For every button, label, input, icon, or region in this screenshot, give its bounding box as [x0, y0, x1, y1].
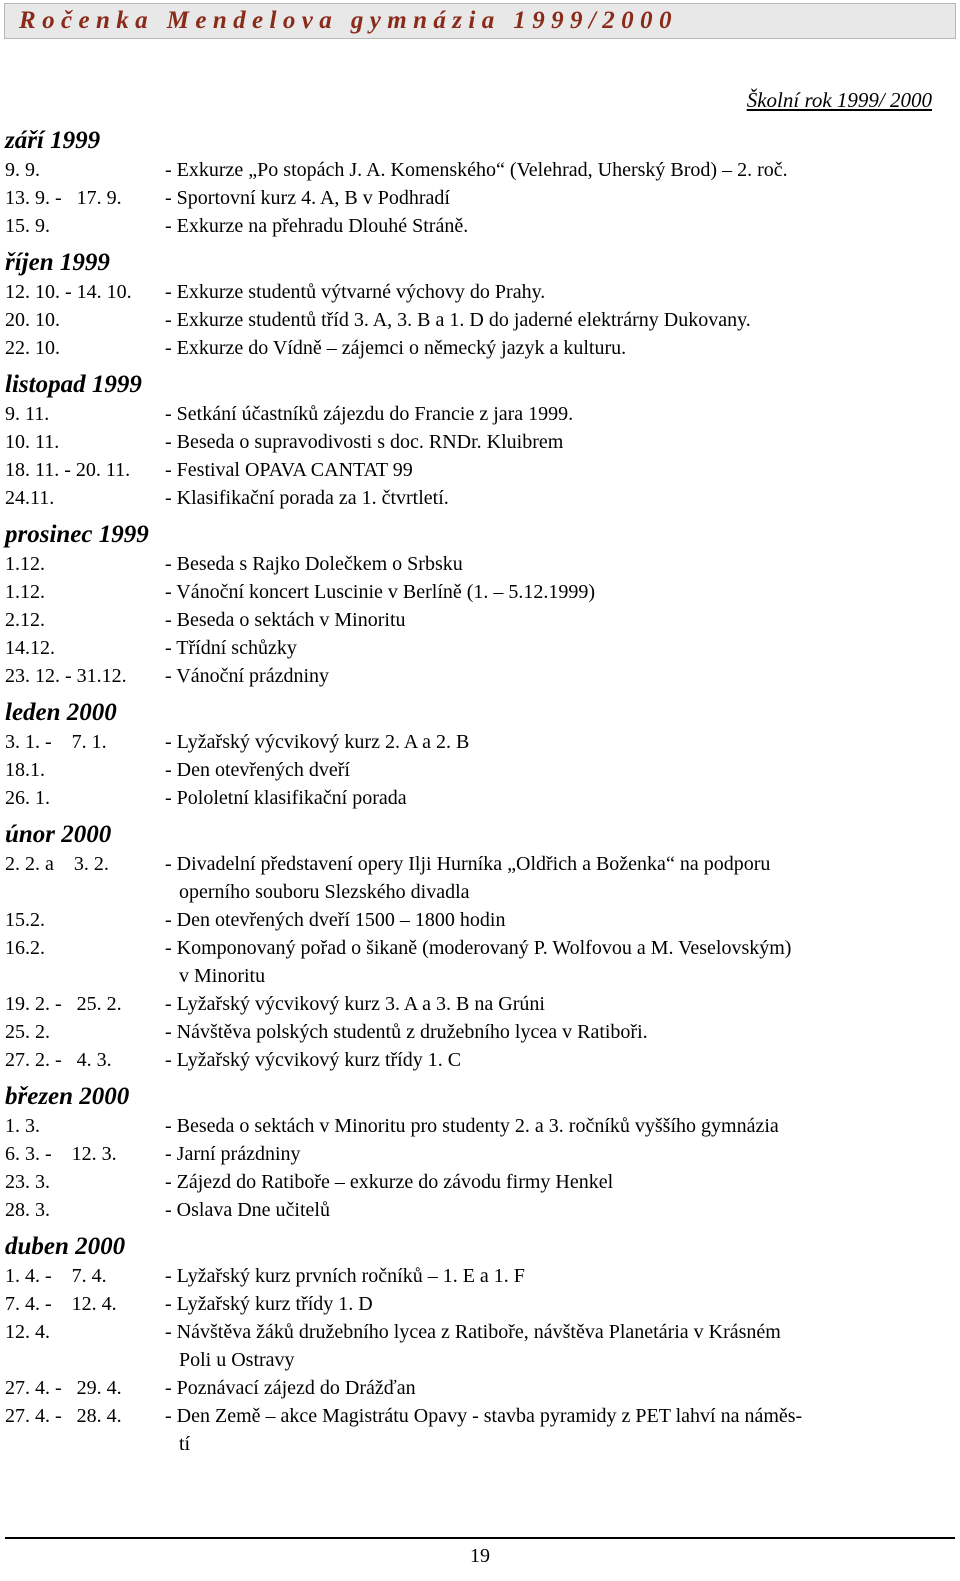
event-description-continuation: Poli u Ostravy [179, 1349, 295, 1371]
event-date: 18.1. [5, 759, 45, 781]
event-entry [5, 1018, 950, 1046]
event-entry [5, 906, 950, 934]
event-entry [5, 1262, 950, 1290]
event-entry [5, 1168, 950, 1196]
event-description [165, 1290, 950, 1318]
event-description [165, 1402, 950, 1458]
event-date: 7. 4. - 12. 4. [5, 1293, 117, 1315]
event-description [165, 184, 950, 212]
event-description-line: - Beseda o sektách v Minoritu pro studenty 2. a 3. ročníků vyššího gymnázia [165, 1115, 779, 1137]
event-date: 9. 11. [5, 403, 50, 425]
month-heading: listopad 1999 [5, 371, 142, 398]
event-date: 3. 1. - 7. 1. [5, 731, 107, 753]
event-description [165, 334, 950, 362]
event-entry [5, 728, 950, 756]
event-entry [5, 484, 950, 512]
event-description-line: - Den otevřených dveří [165, 759, 350, 781]
event-description [165, 1168, 950, 1196]
event-description [165, 606, 950, 634]
event-entry [5, 456, 950, 484]
event-description [165, 662, 950, 690]
event-date: 9. 9. [5, 159, 40, 181]
event-description [165, 156, 950, 184]
event-description-line: - Exkurze studentů tříd 3. A, 3. B a 1. D do jaderné elektrárny Dukovany. [165, 309, 751, 331]
event-date: 13. 9. - 17. 9. [5, 187, 122, 209]
event-description [165, 990, 950, 1018]
event-entry [5, 578, 950, 606]
event-date: 27. 4. - 29. 4. [5, 1377, 122, 1399]
event-description [165, 578, 950, 606]
event-entry [5, 428, 950, 456]
event-entry [5, 212, 950, 240]
event-date: 6. 3. - 12. 3. [5, 1143, 117, 1165]
footer-divider [5, 1537, 955, 1539]
event-description [165, 1196, 950, 1224]
month-heading: prosinec 1999 [5, 521, 149, 548]
event-date: 1.12. [5, 581, 45, 603]
event-date: 27. 2. - 4. 3. [5, 1049, 112, 1071]
event-calendar [5, 126, 950, 1458]
event-entry [5, 400, 950, 428]
event-description-line: - Lyžařský kurz prvních ročníků – 1. E a 1. F [165, 1265, 525, 1287]
event-description-line: - Návštěva polských studentů z družebního lycea v Ratiboři. [165, 1021, 648, 1043]
event-description [165, 550, 950, 578]
month-heading: únor 2000 [5, 821, 112, 848]
event-description-line: - Vánoční prázdniny [165, 665, 330, 687]
event-entry [5, 1318, 950, 1374]
event-entry [5, 606, 950, 634]
event-entry [5, 1290, 950, 1318]
school-year-title: Školní rok 1999/ 2000 [746, 88, 932, 112]
event-date: 16.2. [5, 937, 45, 959]
event-entry [5, 1046, 950, 1074]
event-description [165, 756, 950, 784]
event-entry [5, 156, 950, 184]
event-date: 1.12. [5, 553, 45, 575]
page-header [4, 3, 956, 39]
event-description-line: - Jarní prázdniny [165, 1143, 301, 1165]
event-description-line: - Návštěva žáků družebního lycea z Ratiboře, návštěva Planetária v Krásném [165, 1321, 781, 1343]
event-date: 14.12. [5, 637, 55, 659]
event-description-line: - Exkurze studentů výtvarné výchovy do Prahy. [165, 281, 546, 303]
event-description [165, 212, 950, 240]
event-description [165, 1112, 950, 1140]
event-entry [5, 1112, 950, 1140]
event-date: 26. 1. [5, 787, 50, 809]
event-description-line: - Klasifikační porada za 1. čtvrtletí. [165, 487, 449, 509]
month-heading: říjen 1999 [5, 249, 110, 276]
event-description [165, 934, 950, 990]
event-entry [5, 184, 950, 212]
event-description [165, 850, 950, 906]
event-description [165, 784, 950, 812]
event-entry [5, 634, 950, 662]
event-date: 28. 3. [5, 1199, 50, 1221]
event-entry [5, 662, 950, 690]
event-description-line: - Den Země – akce Magistrátu Opavy - stavba pyramidy z PET lahví na náměs- [165, 1405, 803, 1427]
event-description [165, 728, 950, 756]
event-description [165, 1318, 950, 1374]
event-date: 2. 2. a 3. 2. [5, 853, 109, 875]
event-date: 12. 4. [5, 1321, 50, 1343]
event-description-line: - Pololetní klasifikační porada [165, 787, 407, 809]
event-entry [5, 1140, 950, 1168]
event-description [165, 1018, 950, 1046]
month-heading: září 1999 [5, 127, 101, 154]
event-date: 25. 2. [5, 1021, 50, 1043]
event-description-line: - Zájezd do Ratiboře – exkurze do závodu firmy Henkel [165, 1171, 614, 1193]
month-heading: duben 2000 [5, 1233, 126, 1260]
event-description-line: - Vánoční koncert Luscinie v Berlíně (1. – 5.12.1999) [165, 581, 596, 603]
event-date: 19. 2. - 25. 2. [5, 993, 122, 1015]
event-entry [5, 934, 950, 990]
event-date: 24.11. [5, 487, 55, 509]
event-description [165, 906, 950, 934]
event-entry [5, 278, 950, 306]
event-description [165, 400, 950, 428]
event-description [165, 1262, 950, 1290]
event-entry [5, 334, 950, 362]
event-description [165, 1140, 950, 1168]
event-description-line: - Den otevřených dveří 1500 – 1800 hodin [165, 909, 506, 931]
event-date: 15.2. [5, 909, 45, 931]
event-entry [5, 306, 950, 334]
header-title: Ročenka Mendelova gymnázia 1999/2000 [19, 7, 678, 34]
event-description-line: - Setkání účastníků zájezdu do Francie z jara 1999. [165, 403, 574, 425]
month-heading: leden 2000 [5, 699, 117, 726]
event-description-line: - Exkurze „Po stopách J. A. Komenského“ (Velehrad, Uherský Brod) – 2. roč. [165, 159, 788, 181]
event-description-line: - Sportovní kurz 4. A, B v Podhradí [165, 187, 450, 209]
event-description-line: - Beseda o supravodivosti s doc. RNDr. Kluibrem [165, 431, 564, 453]
event-description-line: - Beseda s Rajko Dolečkem o Srbsku [165, 553, 463, 575]
event-description-line: - Exkurze do Vídně – zájemci o německý jazyk a kulturu. [165, 337, 627, 359]
event-entry [5, 1196, 950, 1224]
event-description-line: - Lyžařský výcvikový kurz třídy 1. C [165, 1049, 462, 1071]
event-entry [5, 756, 950, 784]
event-date: 27. 4. - 28. 4. [5, 1405, 122, 1427]
event-description [165, 428, 950, 456]
event-date: 20. 10. [5, 309, 60, 331]
event-description [165, 1374, 950, 1402]
event-description-line: - Poznávací zájezd do Drážďan [165, 1377, 416, 1399]
event-description-line: - Lyžařský výcvikový kurz 3. A a 3. B na Grúni [165, 993, 545, 1015]
event-description-continuation: operního souboru Slezského divadla [179, 881, 470, 903]
event-description-continuation: tí [179, 1433, 191, 1455]
event-date: 12. 10. - 14. 10. [5, 281, 132, 303]
event-description [165, 306, 950, 334]
event-description-line: - Exkurze na přehradu Dlouhé Stráně. [165, 215, 469, 237]
event-description-line: - Lyžařský kurz třídy 1. D [165, 1293, 373, 1315]
event-date: 15. 9. [5, 215, 50, 237]
event-entry [5, 850, 950, 906]
event-entry [5, 990, 950, 1018]
month-heading: březen 2000 [5, 1083, 130, 1110]
event-description [165, 1046, 950, 1074]
event-description-line: - Divadelní představení opery Ilji Hurníka „Oldřich a Boženka“ na podporu [165, 853, 771, 875]
event-date: 23. 12. - 31.12. [5, 665, 127, 687]
event-description-line: - Oslava Dne učitelů [165, 1199, 330, 1221]
event-date: 18. 11. - 20. 11. [5, 459, 131, 481]
event-date: 23. 3. [5, 1171, 50, 1193]
event-description [165, 456, 950, 484]
event-description [165, 634, 950, 662]
event-description-line: - Festival OPAVA CANTAT 99 [165, 459, 413, 481]
event-date: 10. 11. [5, 431, 60, 453]
page-number: 19 [470, 1545, 490, 1567]
event-description-line: - Třídní schůzky [165, 637, 297, 659]
event-date: 2.12. [5, 609, 45, 631]
event-description-line: - Lyžařský výcvikový kurz 2. A a 2. B [165, 731, 470, 753]
event-entry [5, 550, 950, 578]
event-date: 1. 4. - 7. 4. [5, 1265, 107, 1287]
event-entry [5, 1374, 950, 1402]
event-description-line: - Beseda o sektách v Minoritu [165, 609, 406, 631]
event-entry [5, 1402, 950, 1458]
event-description [165, 278, 950, 306]
event-date: 22. 10. [5, 337, 60, 359]
event-description-line: - Komponovaný pořad o šikaně (moderovaný P. Wolfovou a M. Veselovským) [165, 937, 792, 959]
event-date: 1. 3. [5, 1115, 40, 1137]
event-description [165, 484, 950, 512]
event-entry [5, 784, 950, 812]
event-description-continuation: v Minoritu [179, 965, 266, 987]
